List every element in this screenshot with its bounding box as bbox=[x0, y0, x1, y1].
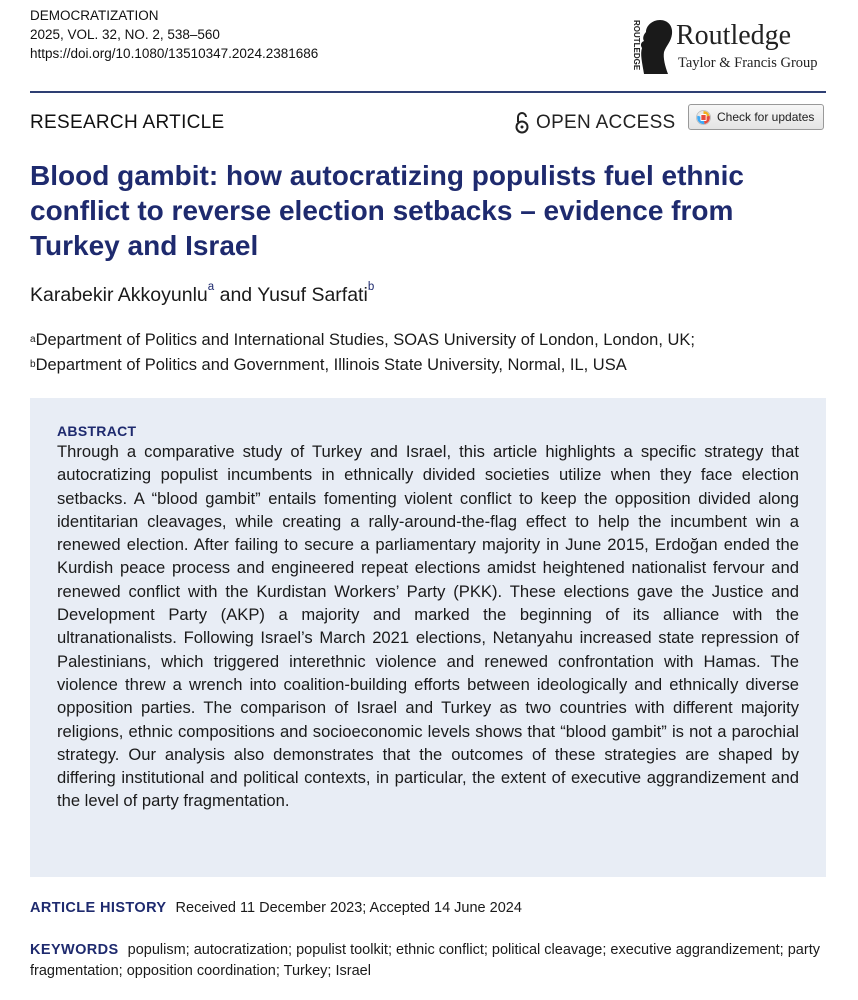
affiliation-text: Department of Politics and International Studies, SOAS University of London, London, UK; bbox=[35, 331, 696, 349]
affiliation-marker: a bbox=[30, 334, 36, 345]
article-history bbox=[30, 900, 522, 916]
doi-link[interactable]: https://doi.org/10.1080/13510347.2024.2381686 bbox=[30, 46, 319, 61]
affiliation-marker: b bbox=[30, 359, 36, 370]
keywords-label: KEYWORDS bbox=[30, 942, 119, 958]
svg-text:ROUTLEDGE: ROUTLEDGE bbox=[632, 20, 641, 71]
abstract-box bbox=[30, 398, 826, 877]
keywords bbox=[30, 940, 826, 982]
author-1-affil-marker: a bbox=[207, 281, 215, 293]
author-2[interactable]: Yusuf Sarfati bbox=[257, 284, 368, 306]
author-1[interactable]: Karabekir Akkoyunlu bbox=[30, 284, 208, 306]
affiliation-text: Department of Politics and Government, Illinois State University, Normal, IL, USA bbox=[35, 356, 627, 374]
crossmark-icon bbox=[696, 110, 711, 125]
routledge-logo bbox=[624, 18, 828, 76]
header-rule bbox=[30, 91, 826, 93]
article-history-label: ARTICLE HISTORY bbox=[30, 900, 167, 916]
article-title: Blood gambit: how autocratizing populists fuel ethnic conflict to reverse election setbacks – evidence from Turkey and Israel bbox=[30, 160, 744, 261]
affiliations bbox=[30, 328, 695, 378]
abstract-heading: ABSTRACT bbox=[57, 423, 137, 439]
open-access-badge bbox=[514, 110, 676, 136]
open-lock-icon bbox=[514, 111, 530, 135]
author-conjunction: and bbox=[219, 284, 253, 306]
keywords-text: populism; autocratization; populist toolkit; ethnic conflict; political cleavage; executive aggrandizement; party fragmentation; opposition coordination; Turkey; Israel bbox=[30, 942, 820, 979]
publisher-name: Routledge bbox=[676, 20, 792, 51]
affiliation-b bbox=[30, 353, 695, 378]
article-history-text: Received 11 December 2023; Accepted 14 June 2024 bbox=[175, 900, 522, 916]
journal-name: DEMOCRATIZATION bbox=[30, 8, 159, 23]
routledge-vertical-wordmark bbox=[624, 20, 641, 76]
volume-line: 2025, VOL. 32, NO. 2, 538–560 bbox=[30, 27, 220, 42]
author-2-affil-marker: b bbox=[367, 281, 375, 293]
profile-head-icon bbox=[638, 18, 674, 76]
affiliation-a bbox=[30, 328, 695, 353]
check-updates-label: Check for updates bbox=[717, 110, 815, 124]
check-for-updates-button[interactable] bbox=[688, 104, 824, 130]
open-access-label: OPEN ACCESS bbox=[536, 112, 676, 133]
journal-info bbox=[30, 6, 318, 63]
author-line bbox=[30, 281, 375, 307]
publisher-group: Taylor & Francis Group bbox=[678, 55, 818, 71]
abstract-text: Through a comparative study of Turkey and Israel, this article highlights a specific strategy that autocratizing populist incumbents in ethnically divided societies utilize when they face election setbacks. A “blood gambit” entails fomenting violent conflict to keep the opposition divided along identitarian cleavages, while creating a rally-around-the-flag effect to help the incumbent win a renewed election. After failing to secure a parliamentary majority in June 2015, Erdoğan ended the Kurdish peace process and engineered repeat elections amidst heightened nationalist fervour and renewed conflict with the Kurdistan Workers’ Party (PKK). These elections gave the Justice and Development Party (AKP) a majority and marked the beginning of its alliance with the ultranationalists. Following Israel’s March 2021 elections, Netanyahu increased state repression of Palestinians, which triggered interethnic violence and renewed confrontation with Hamas. The violence threw a wrench into coalition-building efforts between ideologically and ethnically diverse opposition parties. The comparison of Israel and Turkey as two countries with different majority religions, ethnic compositions and socioeconomic levels shows that “blood gambit” is not a parochial strategy. Our analysis also demonstrates that the outcomes of these strategies are shaped by differing institutional and political contexts, in particular, the extent of executive aggrandizement and the level of party fragmentation. bbox=[57, 442, 799, 811]
article-type: RESEARCH ARTICLE bbox=[30, 112, 225, 133]
